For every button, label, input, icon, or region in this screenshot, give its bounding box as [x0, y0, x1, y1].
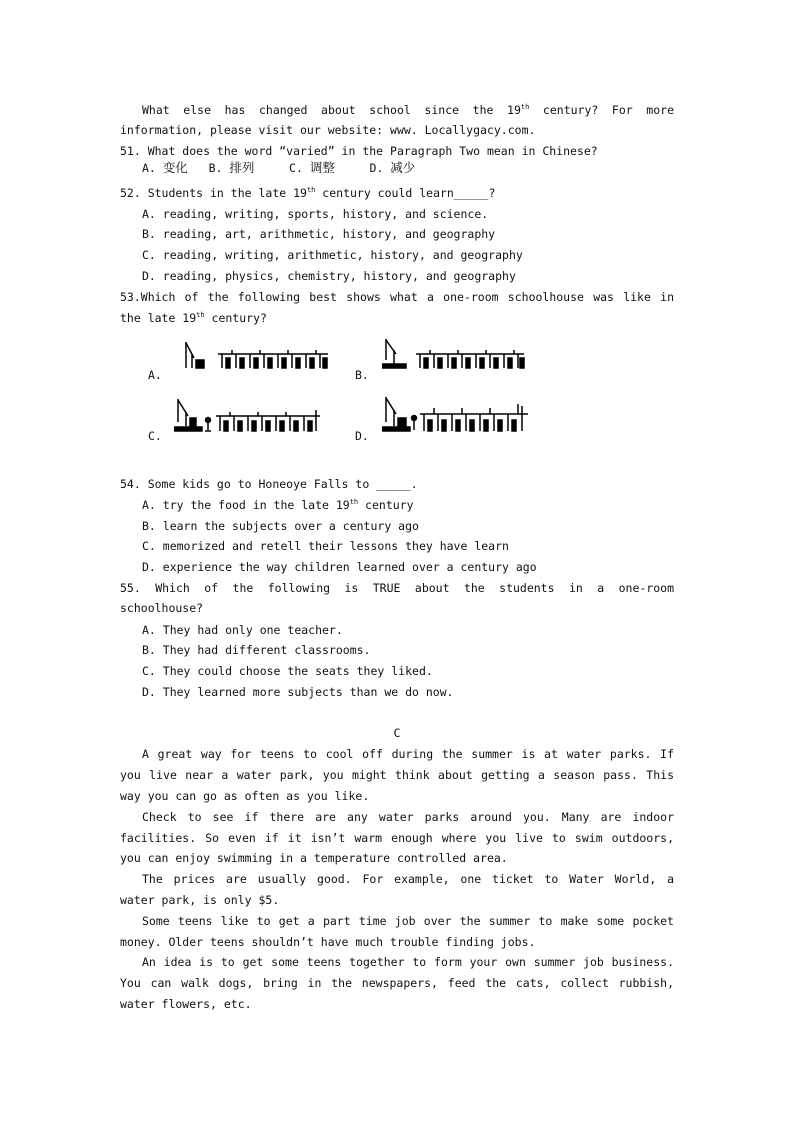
q55-option-b: B. They had different classrooms. — [142, 643, 371, 657]
classroom-picture-d — [382, 396, 530, 436]
q53-label-d: D. — [355, 429, 369, 443]
section-c-line: facilities. So even if it isn’t warm enough where you live to swim outdoors, — [120, 831, 674, 845]
q54-option-c: C. memorized and retell their lessons they have learn — [142, 539, 509, 553]
q53-label-c: C. — [148, 429, 162, 443]
q51-stem: 51. What does the word “varied” in the Paragraph Two mean in Chinese? — [120, 144, 598, 158]
section-c-line: A great way for teens to cool off during the summer is at water parks. If — [142, 747, 674, 761]
section-c-line: Check to see if there are any water parks around you. Many are indoor — [142, 810, 674, 824]
q52-option-c: C. reading, writing, arithmetic, history, and geography — [142, 248, 523, 262]
q53-label-b: B. — [355, 368, 369, 382]
classroom-picture-a — [182, 340, 330, 372]
section-c-line: you live near a water park, you might think about getting a season pass. This — [120, 768, 674, 782]
q55-option-d: D. They learned more subjects than we do now. — [142, 685, 454, 699]
q53-stem-line-2: the late 19th century? — [120, 311, 267, 325]
q55-option-c: C. They could choose the seats they liked. — [142, 664, 433, 678]
section-c-line: way you can go as often as you like. — [120, 789, 370, 803]
section-c-line: money. Older teens shouldn’t have much trouble finding jobs. — [120, 935, 536, 949]
section-c-line: water flowers, etc. — [120, 997, 252, 1011]
classroom-picture-c — [174, 398, 322, 436]
section-c-line: Some teens like to get a part time job over the summer to make some pocket — [142, 914, 674, 928]
classroom-picture-b — [382, 338, 527, 372]
q54-option-a: A. try the food in the late 19th century — [142, 498, 414, 512]
intro-line-2: information, please visit our website: www. Locallygacy.com. — [120, 123, 536, 137]
q54-option-d: D. experience the way children learned over a century ago — [142, 560, 537, 574]
q51-options: A. 变化 B. 排列 C. 调整 D. 减少 — [142, 160, 416, 175]
q52-option-d: D. reading, physics, chemistry, history, and geography — [142, 269, 516, 283]
q54-option-b: B. learn the subjects over a century ago — [142, 519, 419, 533]
section-c-line: An idea is to get some teens together to form your own summer job business. — [142, 955, 674, 969]
q55-stem-line-2: schoolhouse? — [120, 601, 204, 615]
section-c-line: you can enjoy swimming in a temperature controlled area. — [120, 851, 508, 865]
intro-line-1: What else has changed about school since the 19th century? For more — [142, 103, 674, 117]
q55-stem-line-1: 55. Which of the following is TRUE about the students in a one-room — [120, 581, 674, 595]
q52-option-a: A. reading, writing, sports, history, and science. — [142, 207, 489, 221]
q53-label-a: A. — [148, 368, 162, 382]
q55-option-a: A. They had only one teacher. — [142, 623, 343, 637]
q52-stem: 52. Students in the late 19th century could learn_____? — [120, 186, 496, 200]
section-c-line: water park, is only $5. — [120, 893, 280, 907]
q52-option-b: B. reading, art, arithmetic, history, and geography — [142, 227, 496, 241]
section-c-line: You can walk dogs, bring in the newspapers, feed the cats, collect rubbish, — [120, 976, 674, 990]
q53-stem-line-1: 53.Which of the following best shows what a one-room schoolhouse was like in — [120, 290, 674, 304]
section-c-heading: C — [393, 726, 401, 740]
q54-stem: 54. Some kids go to Honeoye Falls to _____. — [120, 477, 418, 491]
section-c-line: The prices are usually good. For example, one ticket to Water World, a — [142, 872, 674, 886]
